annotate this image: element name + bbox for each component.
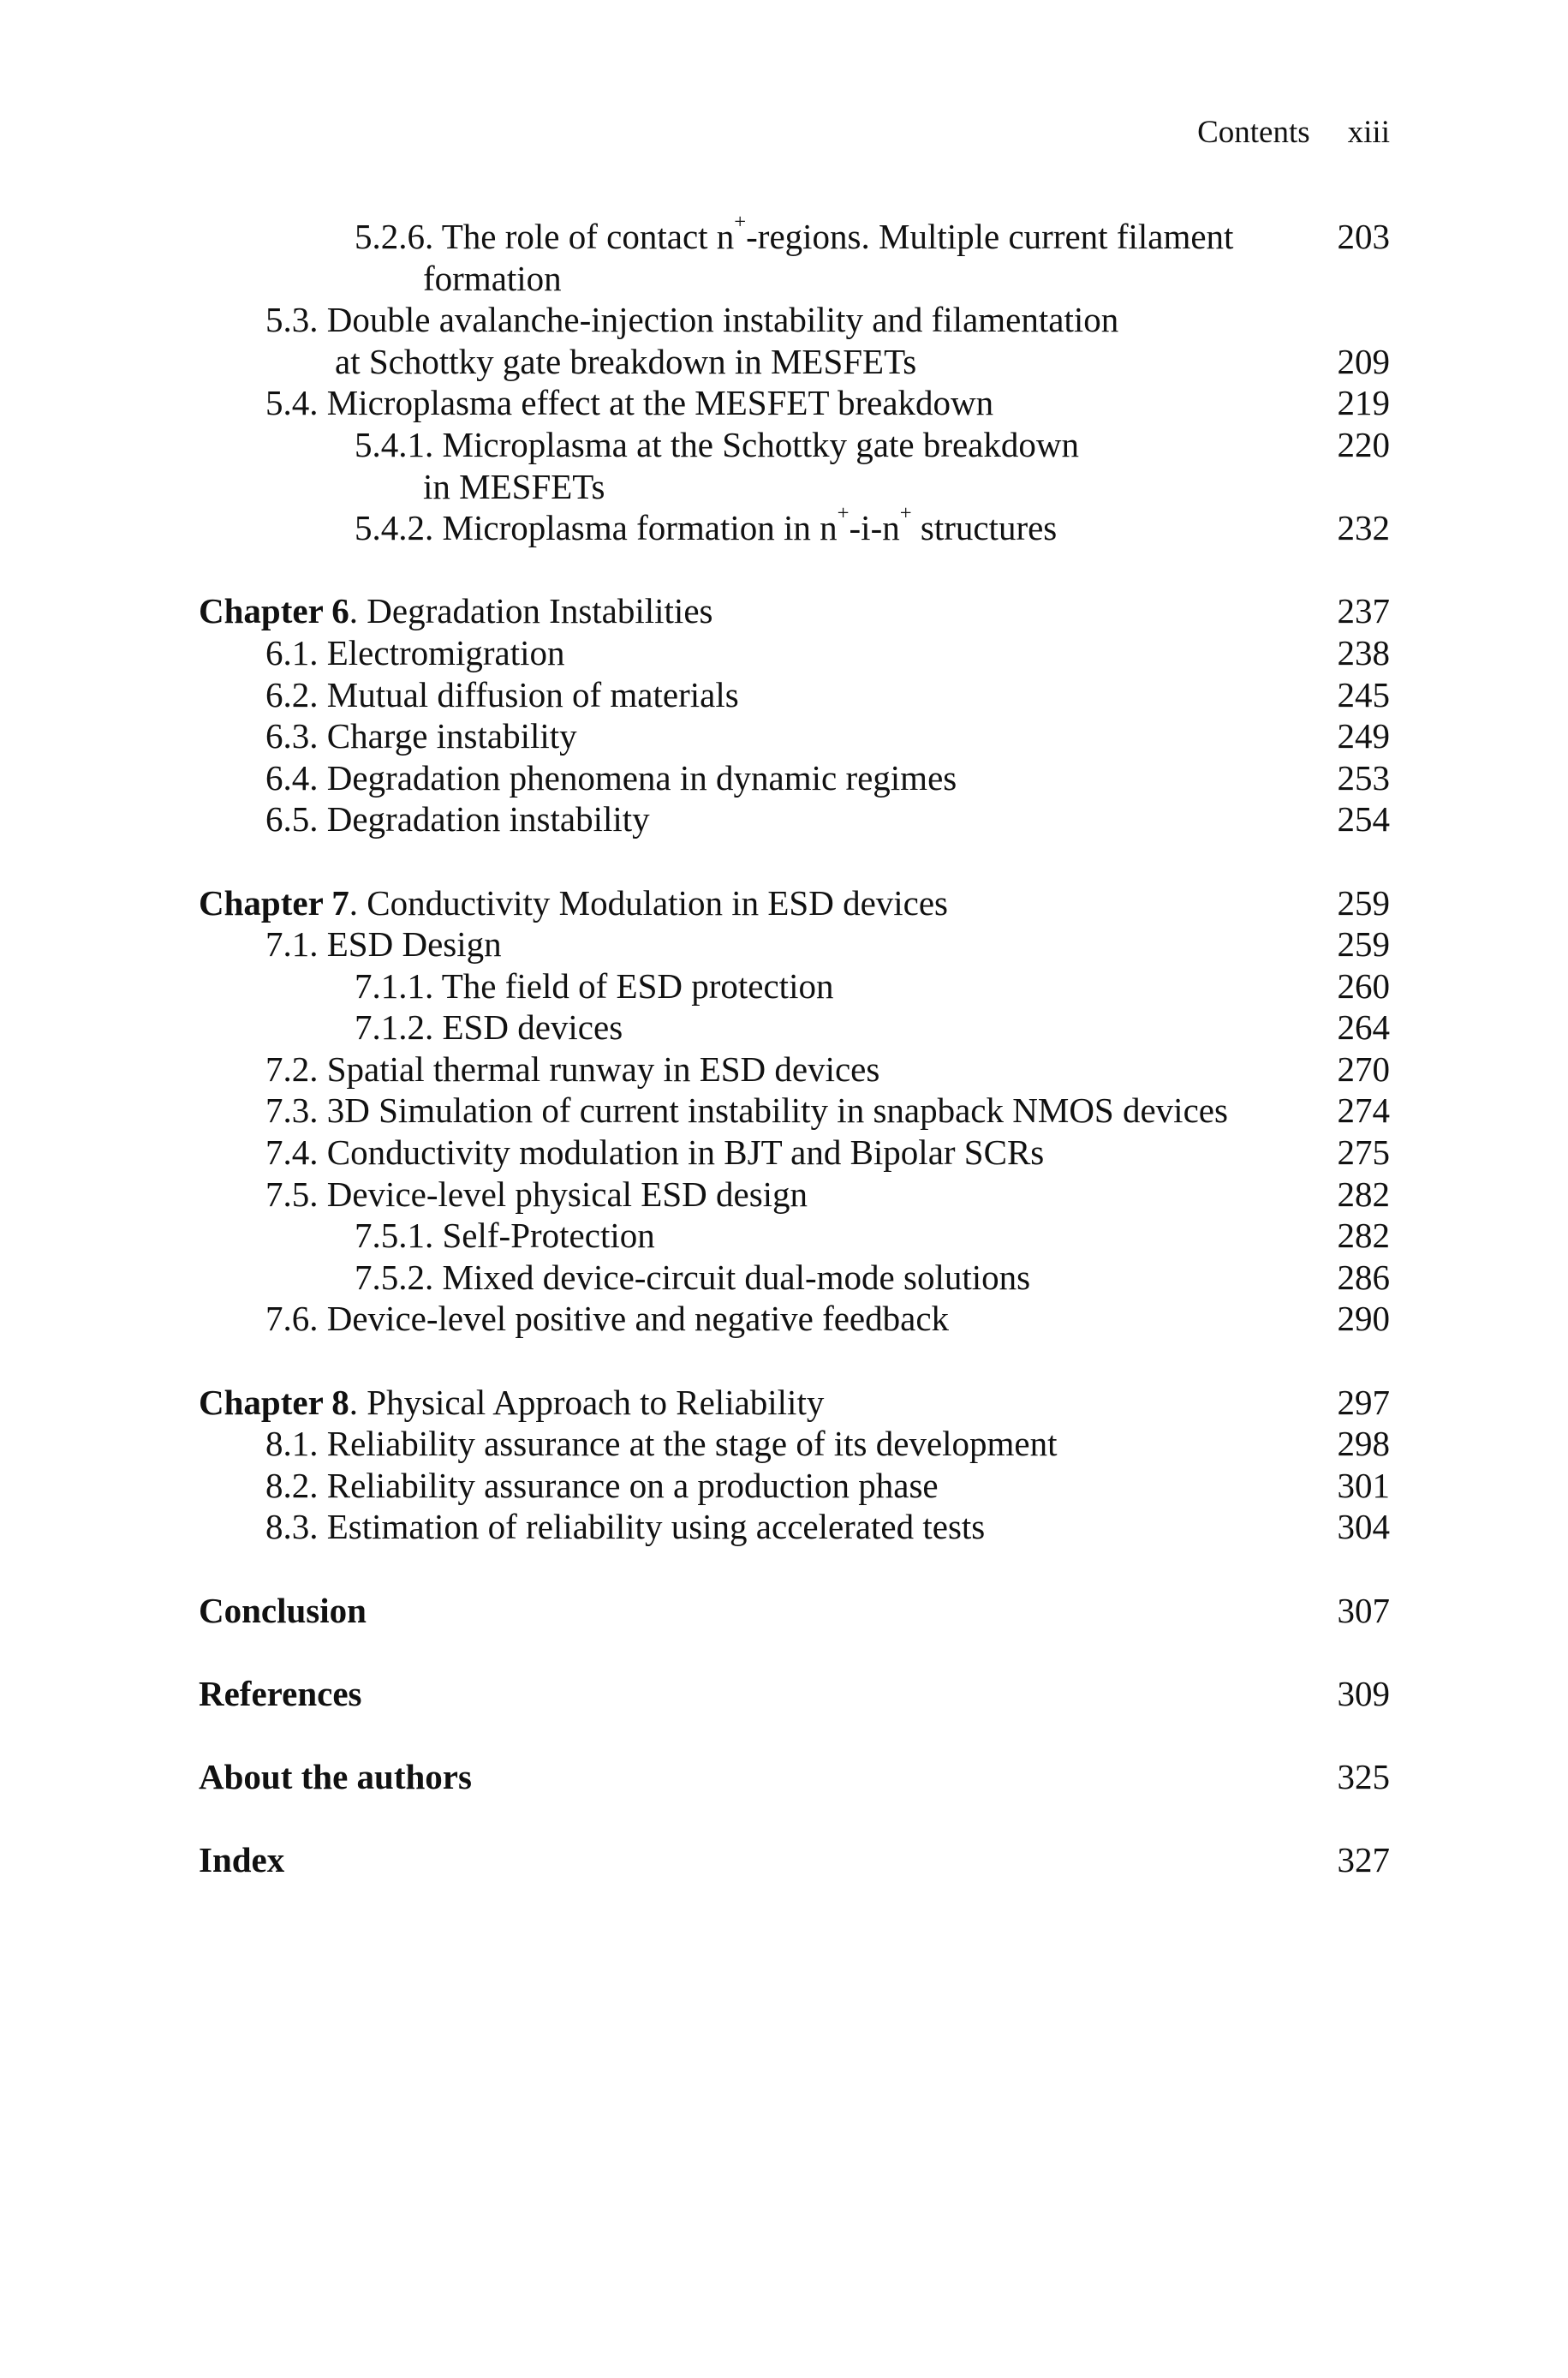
toc-entry-page: 325 [1337, 1756, 1390, 1796]
toc-entry-page: 327 [1337, 1840, 1390, 1880]
toc-entry[interactable] [199, 757, 1390, 799]
toc-entry[interactable] [199, 632, 1390, 674]
toc-entry-page: 219 [1337, 383, 1390, 423]
toc-entry-title: About the authors [199, 1756, 472, 1796]
toc-entry-page: 307 [1337, 1590, 1390, 1630]
toc-entry-page: 253 [1337, 757, 1390, 798]
toc-entry-page: 245 [1337, 674, 1390, 714]
toc-section-conclusion[interactable] [199, 1590, 1390, 1632]
toc-entry[interactable] [199, 210, 1390, 258]
toc-section-references[interactable] [199, 1673, 1390, 1715]
toc-entry-title: 7.6. Device-level positive and negative feedback [265, 1299, 950, 1339]
toc-entry-page: 260 [1337, 965, 1390, 1006]
toc-entry-title: 7.5.1. Self-Protection [355, 1216, 655, 1256]
toc-entry-title: 5.2.6. The role of contact n+-regions. Multiple current filament [355, 210, 1234, 256]
toc-entry[interactable] [199, 965, 1390, 1007]
toc-entry-page: 286 [1337, 1257, 1390, 1297]
toc-entry[interactable] [199, 1174, 1390, 1216]
toc-chapter[interactable] [199, 1382, 1390, 1424]
toc-entry-page: 259 [1337, 924, 1390, 965]
toc-entry[interactable] [199, 424, 1390, 466]
toc-entry-title: 6.2. Mutual diffusion of materials [265, 674, 739, 714]
toc-entry-title: Conclusion [199, 1590, 367, 1630]
toc-chapter-title: Chapter 7. Conductivity Modulation in ESD devices [199, 882, 949, 923]
toc-entry-page: 298 [1337, 1424, 1390, 1464]
toc-chapter[interactable] [199, 882, 1390, 924]
spacer [199, 1798, 1390, 1840]
toc-entry-title: 7.2. Spatial thermal runway in ESD devices [265, 1049, 880, 1089]
toc-section-about-authors[interactable] [199, 1756, 1390, 1798]
toc-entry[interactable] [199, 1215, 1390, 1257]
toc-entry[interactable] [199, 382, 1390, 424]
toc-entry-page: 274 [1337, 1090, 1390, 1131]
spacer [199, 549, 1390, 591]
toc-entry-continuation: formation [423, 258, 562, 298]
spacer [199, 1631, 1390, 1673]
toc-entry-page: 275 [1337, 1132, 1390, 1173]
toc-entry[interactable] [199, 1465, 1390, 1507]
toc-entry-page: 220 [1337, 424, 1390, 464]
toc-entry[interactable] [199, 1423, 1390, 1465]
toc-entry-title: 5.4.2. Microplasma formation in n+-i-n+ structures [355, 501, 1058, 548]
toc-entry[interactable] [199, 1506, 1390, 1548]
toc-entry-title: 7.1.1. The field of ESD protection [355, 965, 834, 1006]
toc-entry[interactable] [199, 299, 1390, 341]
toc-entry-page: 254 [1337, 799, 1390, 839]
spacer [199, 1340, 1390, 1382]
chapter-label: Chapter 7 [199, 882, 349, 923]
toc-entry-title: 6.4. Degradation phenomena in dynamic regimes [265, 757, 957, 798]
toc-entry-page: 249 [1337, 716, 1390, 756]
toc-entry[interactable] [199, 798, 1390, 840]
chapter-label: Chapter 8 [199, 1382, 349, 1422]
toc-entry[interactable] [199, 923, 1390, 965]
toc-entry-page: 238 [1337, 632, 1390, 672]
toc-entry-title: 5.4.1. Microplasma at the Schottky gate breakdown [355, 424, 1079, 464]
toc-entry-title: References [199, 1673, 362, 1713]
toc-entry[interactable] [199, 1257, 1390, 1299]
spacer [199, 1548, 1390, 1590]
toc-entry-page: 282 [1337, 1174, 1390, 1214]
toc-chapter-title: Chapter 8. Physical Approach to Reliability [199, 1382, 825, 1422]
toc-entry-title: 8.1. Reliability assurance at the stage of its development [265, 1424, 1058, 1464]
toc-entry-title: 6.3. Charge instability [265, 716, 577, 756]
toc-section-index[interactable] [199, 1839, 1390, 1881]
toc-entry-title: 5.4. Microplasma effect at the MESFET breakdown [265, 383, 994, 423]
toc-entry-page: 304 [1337, 1507, 1390, 1547]
toc-entry-page: 309 [1337, 1673, 1390, 1713]
toc-entry-title: 7.5. Device-level physical ESD design [265, 1174, 808, 1214]
toc-entry-page: 232 [1337, 508, 1390, 548]
toc-entry[interactable] [199, 1298, 1390, 1340]
toc-entry-page: 301 [1337, 1465, 1390, 1505]
chapter-label: Chapter 6 [199, 591, 349, 631]
toc-entry[interactable] [199, 501, 1390, 549]
toc-entry-title: 7.1. ESD Design [265, 924, 502, 965]
spacer [199, 1714, 1390, 1756]
toc-entry-page: 237 [1337, 591, 1390, 631]
toc-entry[interactable] [199, 1007, 1390, 1049]
toc-entry-page: 264 [1337, 1007, 1390, 1048]
toc-entry-continuation: at Schottky gate breakdown in MESFETs 209 [335, 341, 1390, 381]
toc-entry-page: 209 [1337, 341, 1390, 381]
toc-entry-page: 282 [1337, 1216, 1390, 1256]
toc-entry-title: 6.1. Electromigration [265, 632, 565, 672]
toc-entry-title: 7.1.2. ESD devices [355, 1007, 623, 1048]
toc-entry-page: 203 [1337, 217, 1390, 256]
toc-entry-continuation: in MESFETs [423, 466, 605, 506]
toc-entry-page: 297 [1337, 1382, 1390, 1422]
toc-entry-title: 5.3. Double avalanche-injection instability and filamentation [265, 300, 1119, 340]
toc-entry-title: 6.5. Degradation instability [265, 799, 650, 839]
table-of-contents [199, 210, 1390, 1881]
toc-entry-page: 290 [1337, 1299, 1390, 1339]
toc-entry[interactable] [199, 1049, 1390, 1090]
toc-chapter[interactable] [199, 590, 1390, 632]
toc-entry-page: 270 [1337, 1049, 1390, 1089]
toc-entry-page: 259 [1337, 882, 1390, 923]
toc-entry-title: 8.2. Reliability assurance on a production phase [265, 1465, 939, 1505]
toc-entry-title: 8.3. Estimation of reliability using accelerated tests [265, 1507, 986, 1547]
toc-entry-title: 7.4. Conductivity modulation in BJT and Bipolar SCRs [265, 1132, 1045, 1173]
toc-entry-title: Index [199, 1840, 285, 1880]
toc-entry-title: 7.5.2. Mixed device-circuit dual-mode solutions [355, 1257, 1031, 1297]
spacer [199, 840, 1390, 882]
toc-entry[interactable] [199, 715, 1390, 757]
toc-entry[interactable] [199, 1090, 1390, 1132]
toc-chapter-title: Chapter 6. Degradation Instabilities [199, 591, 713, 631]
running-header [1197, 111, 1390, 154]
toc-entry[interactable] [199, 1132, 1390, 1174]
toc-entry[interactable] [199, 674, 1390, 716]
toc-entry-title: 7.3. 3D Simulation of current instability in snapback NMOS devices [265, 1090, 1228, 1131]
page-number: xiii [1347, 115, 1390, 150]
running-header-title: Contents [1197, 115, 1310, 150]
